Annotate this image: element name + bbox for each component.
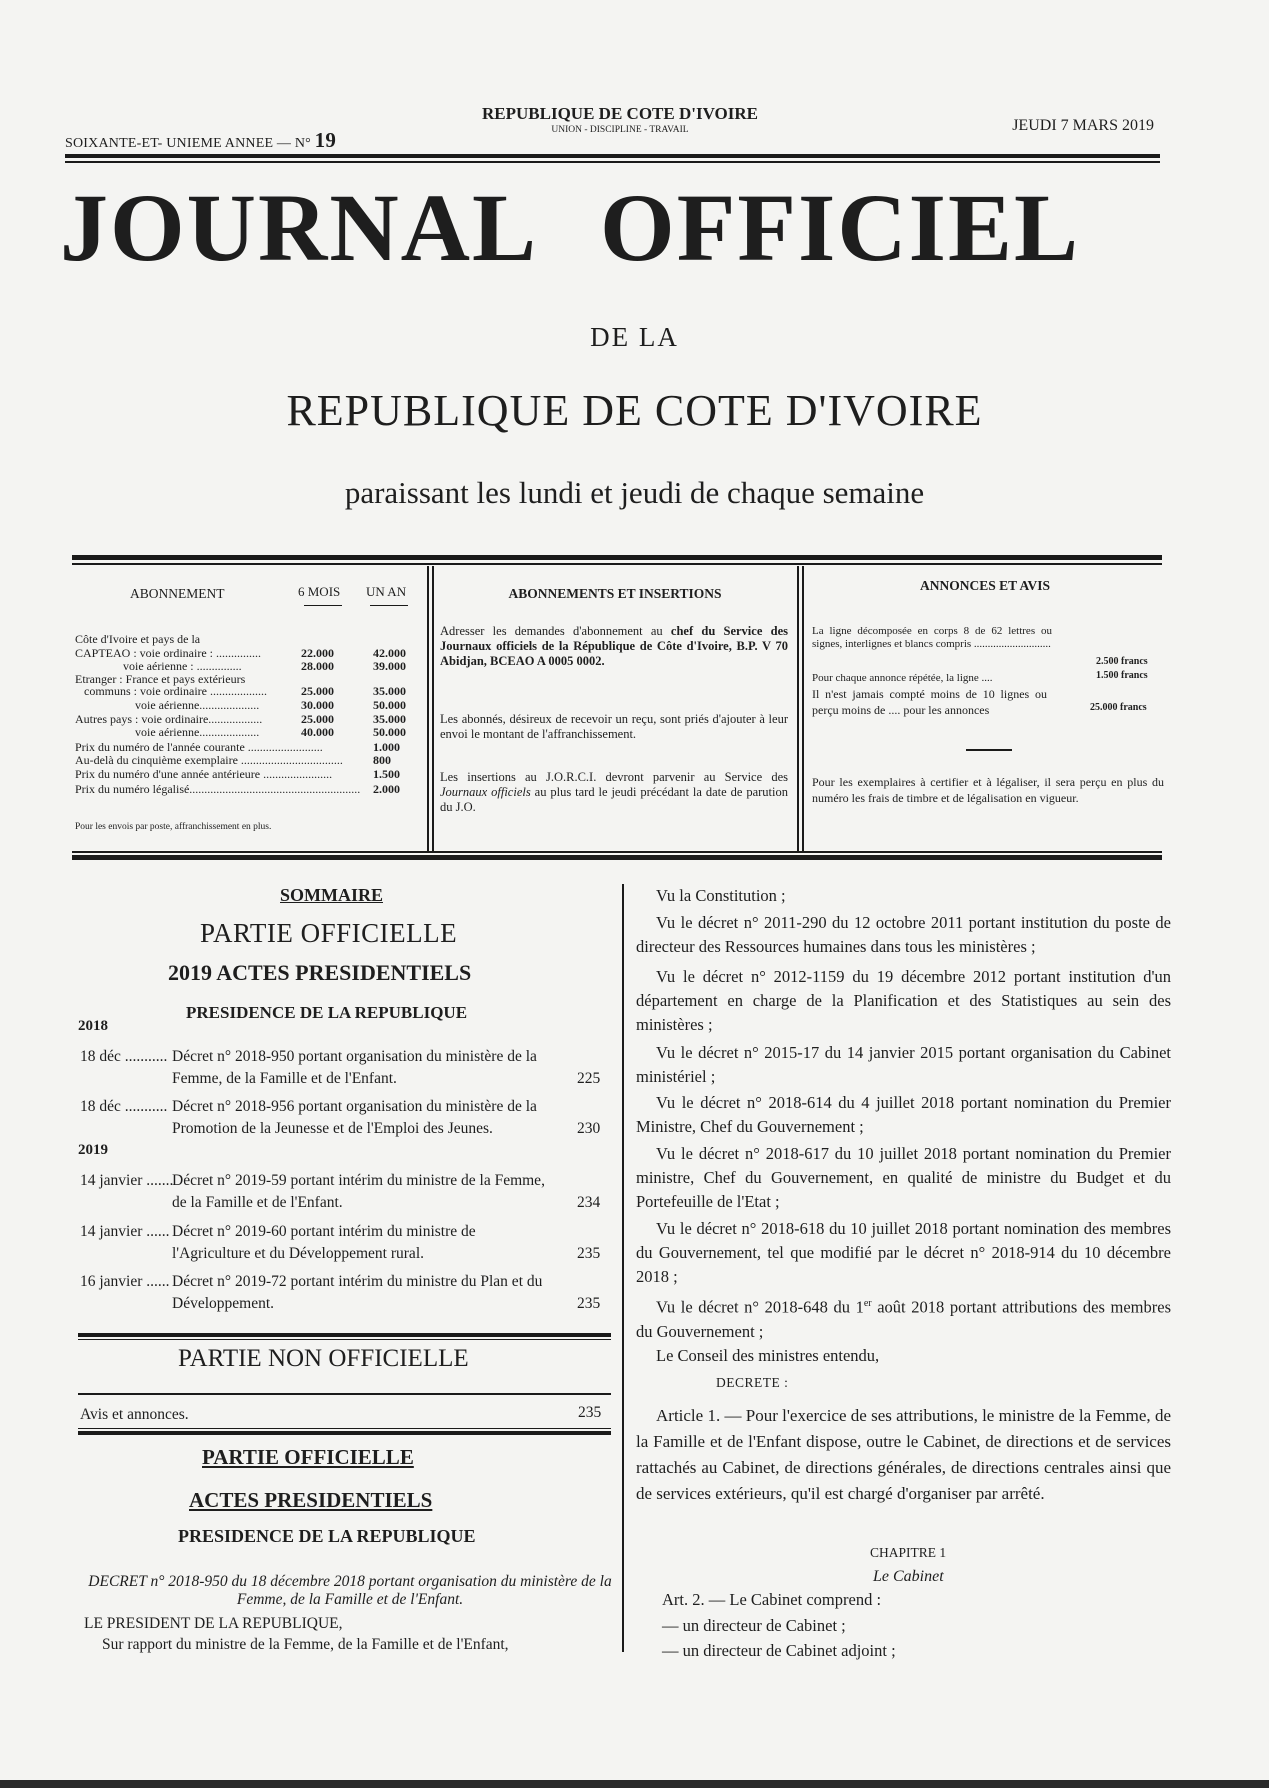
body-actes bbox=[189, 1488, 432, 1513]
avis-rule-bottom-thin bbox=[78, 1428, 611, 1429]
subscription-row-1y: 50.000 bbox=[373, 698, 406, 712]
header-country: REPUBLIQUE DE COTE D'IVOIRE bbox=[482, 104, 758, 123]
col-divider-1b bbox=[432, 566, 434, 851]
annonces-price3: 25.000 francs bbox=[1090, 702, 1147, 713]
vu-decret-1 bbox=[636, 911, 1171, 959]
annonces-title: ANNONCES ET AVIS bbox=[919, 578, 1051, 593]
non-off-rule-top-thin bbox=[78, 1339, 611, 1340]
header-center bbox=[420, 104, 820, 135]
entry-page: 235 bbox=[577, 1295, 601, 1312]
subscription-row-6m: 40.000 bbox=[301, 725, 334, 739]
insertions-p2: Les abonnés, désireux de recevoir un reçu, sont priés d'ajouter à leur envoi le montant de l'affranchissement. bbox=[440, 712, 788, 741]
subscription-col-1y: UN AN bbox=[366, 584, 407, 599]
column-separator bbox=[622, 884, 624, 1652]
entry-page: 235 bbox=[577, 1245, 601, 1262]
sur-rapport: Sur rapport du ministre de la Femme, de la Famille et de l'Enfant, bbox=[102, 1636, 509, 1653]
subscription-row-label: Prix du numéro de l'année courante ......................... bbox=[75, 740, 323, 754]
body-partie-officielle-text: PARTIE OFFICIELLE bbox=[202, 1445, 414, 1469]
insertions-p1 bbox=[440, 624, 788, 669]
vu-decret-1-text: Vu le décret n° 2011-290 du 12 octobre 2011 portant institution du poste de directeur des Ressources humaines dans tous les ministères ; bbox=[636, 913, 1171, 956]
article-1 bbox=[636, 1403, 1171, 1507]
vu-decret-3-text: Vu le décret n° 2015-17 du 14 janvier 2015 portant organisation du Cabinet ministériel ; bbox=[636, 1043, 1171, 1086]
annonces-price1: 2.500 francs bbox=[1096, 656, 1148, 667]
annonces-divider bbox=[966, 749, 1012, 751]
subscription-col-6m: 6 MOIS bbox=[298, 584, 341, 599]
partie-non-officielle: PARTIE NON OFFICIELLE bbox=[178, 1345, 469, 1372]
annonces-certif: Pour les exemplaires à certifier et à légaliser, il sera perçu en plus du numéro les frais de timbre et de légalisation en vigueur. bbox=[812, 775, 1164, 805]
insertions-p1-bold: chef du Service des Journaux officiels de la République de Côte d'Ivoire, B.P. V 70 Abidjan, BCEAO A 0005 0002. bbox=[440, 624, 788, 668]
sommaire-title: SOMMAIRE bbox=[280, 885, 383, 905]
subscription-row-label: voie aérienne.................... bbox=[75, 725, 260, 739]
entry-title: Décret n° 2019-59 portant intérim du ministre de la Femme, de la Famille et de l'Enfant. bbox=[172, 1172, 545, 1211]
conseil-text: Le Conseil des ministres entendu, bbox=[656, 1346, 880, 1365]
subscription-row-6m: 28.000 bbox=[301, 659, 334, 673]
vu-decret-2 bbox=[636, 965, 1171, 1037]
directeur-cabinet-adjoint: — un directeur de Cabinet adjoint ; bbox=[662, 1641, 896, 1660]
masthead-word-2: OFFICIEL bbox=[600, 174, 1081, 281]
entry-date: 14 janvier ...... bbox=[80, 1223, 170, 1240]
subscription-row-label: Autres pays : voie ordinaire.................. bbox=[75, 712, 263, 726]
year-2018: 2018 bbox=[78, 1018, 108, 1034]
col-divider-2a bbox=[797, 566, 799, 851]
entry-title: Décret n° 2018-950 portant organisation du ministère de la Femme, de la Famille et de l'Enfant. bbox=[172, 1048, 537, 1087]
annonces-line1: La ligne décomposée en corps 8 de 62 lettres ou signes, interlignes et blancs compris ............................ bbox=[812, 625, 1052, 650]
issue-date: JEUDI 7 MARS 2019 bbox=[1012, 117, 1154, 134]
decrete: DECRETE : bbox=[716, 1375, 789, 1390]
vu-decret-2-text: Vu le décret n° 2012-1159 du 19 décembre 2012 portant institution d'un département en charge de la Planification et des Statistiques au sein des ministères ; bbox=[636, 967, 1171, 1034]
annonces-line2: Pour chaque annonce répétée, la ligne .... bbox=[812, 672, 993, 684]
subscription-row-1y: 35.000 bbox=[373, 684, 406, 698]
vu-decret-7-a: Vu le décret n° 2018-648 du 1 bbox=[656, 1297, 864, 1317]
subscription-row-6m: 25.000 bbox=[301, 684, 334, 698]
edition-prefix: SOIXANTE-ET- UNIEME ANNEE — N° bbox=[65, 136, 311, 151]
vu-decret-3 bbox=[636, 1041, 1171, 1089]
non-off-rule-top bbox=[78, 1333, 611, 1337]
avis-rule-bottom bbox=[78, 1431, 611, 1435]
entry-page: 234 bbox=[577, 1194, 601, 1211]
subscription-row-label: Prix du numéro légalisé......................................................... bbox=[75, 782, 361, 796]
subscription-row-1y: 2.000 bbox=[373, 782, 400, 796]
insertions-title: ABONNEMENTS ET INSERTIONS bbox=[508, 586, 722, 601]
vu-decret-7-text bbox=[636, 1292, 1171, 1344]
header-rule-thick bbox=[65, 154, 1160, 158]
body-actes-text: ACTES PRESIDENTIELS bbox=[189, 1488, 433, 1512]
avis-page: 235 bbox=[578, 1404, 602, 1421]
infobox-top-rule bbox=[72, 555, 1162, 560]
avis-rule-top bbox=[78, 1393, 611, 1395]
entry-page: 230 bbox=[577, 1120, 601, 1137]
le-president: LE PRESIDENT DE LA REPUBLIQUE, bbox=[84, 1615, 343, 1632]
body-presidence: PRESIDENCE DE LA REPUBLIQUE bbox=[178, 1526, 476, 1546]
subscription-row-1y: 1.500 bbox=[373, 767, 400, 781]
subscription-row-label: Etranger : France et pays extérieurs bbox=[75, 672, 246, 686]
col-1y-underline bbox=[370, 605, 408, 606]
entry-date: 18 déc ........... bbox=[80, 1098, 168, 1115]
subscription-row-label: voie aérienne : ............... bbox=[75, 659, 242, 673]
masthead-tagline: paraissant les lundi et jeudi de chaque semaine bbox=[344, 475, 925, 510]
subscription-footnote: Pour les envois par poste, affranchissement en plus. bbox=[75, 822, 272, 832]
conseil bbox=[636, 1344, 1171, 1368]
infobox-top-rule-thin bbox=[72, 563, 1162, 565]
directeur-cabinet: — un directeur de Cabinet ; bbox=[662, 1616, 846, 1635]
chapitre-cabinet: Le Cabinet bbox=[873, 1568, 944, 1585]
insertions-p3-b: au plus tard le jeudi précédant la date de parution du J.O. bbox=[440, 785, 788, 814]
edition-line bbox=[65, 128, 336, 153]
header-rule-thin bbox=[65, 161, 1160, 163]
subscription-row-label: voie aérienne.................... bbox=[75, 698, 260, 712]
subscription-title: ABONNEMENT bbox=[130, 586, 225, 601]
issue-number: 19 bbox=[314, 128, 337, 152]
entry-page: 225 bbox=[577, 1070, 601, 1087]
masthead-title bbox=[60, 174, 1160, 281]
masthead-word-1: JOURNAL bbox=[60, 174, 539, 281]
col-divider-1a bbox=[427, 566, 429, 851]
chapitre-1: CHAPITRE 1 bbox=[870, 1545, 947, 1560]
subscription-row-1y: 39.000 bbox=[373, 659, 406, 673]
article-1-text: Article 1. — Pour l'exercice de ses attributions, le ministre de la Femme, de la Famille et de l'Enfant dispose, outre le Cabinet, de directions et de services rattachés au Cabinet, de directions générales, de directions centrales ainsi que de services extérieurs, qu'il est chargé d'organiser par arrêté. bbox=[636, 1406, 1171, 1503]
annonces-line3: Il n'est jamais compté moins de 10 lignes ou perçu moins de .... pour les annonces bbox=[812, 687, 1047, 717]
infobox-bottom-rule-thin bbox=[72, 851, 1162, 853]
art-2: Art. 2. — Le Cabinet comprend : bbox=[662, 1590, 882, 1609]
vu-decret-6 bbox=[636, 1217, 1171, 1289]
vu-decret-6-text: Vu le décret n° 2018-618 du 10 juillet 2018 portant nomination des membres du Gouvernement, tel que modifié par le décret n° 2018-914 du 10 décembre 2018 ; bbox=[636, 1219, 1171, 1286]
subscription-row-label: Côte d'Ivoire et pays de la bbox=[75, 632, 201, 646]
entry-date: 14 janvier ....... bbox=[80, 1172, 174, 1189]
decret-title: DECRET n° 2018-950 du 18 décembre 2018 portant organisation du ministère de la Femme, de la Famille et de l'Enfant. bbox=[88, 1573, 612, 1608]
subscription-row-6m: 30.000 bbox=[301, 698, 334, 712]
header-motto: UNION - DISCIPLINE - TRAVAIL bbox=[551, 125, 689, 135]
subscription-row-1y: 35.000 bbox=[373, 712, 406, 726]
masthead-republique: REPUBLIQUE DE COTE D'IVOIRE bbox=[286, 386, 983, 435]
subscription-row-6m: 22.000 bbox=[301, 646, 334, 660]
entry-date: 16 janvier ...... bbox=[80, 1273, 170, 1290]
subscription-row-label: Au-delà du cinquième exemplaire .................................. bbox=[75, 753, 343, 767]
year-2019: 2019 bbox=[78, 1142, 108, 1158]
infobox-bottom-rule bbox=[72, 855, 1162, 860]
insertions-p3 bbox=[440, 770, 788, 815]
avis-label: Avis et annonces. bbox=[80, 1406, 189, 1423]
entry-title: Décret n° 2019-60 portant intérim du ministre de l'Agriculture et du Développement rural. bbox=[172, 1223, 476, 1262]
subscription-row-label: communs : voie ordinaire ................... bbox=[75, 684, 267, 698]
subscription-row-label: CAPTEAO : voie ordinaire : ............... bbox=[75, 646, 261, 660]
subscription-row-1y: 800 bbox=[373, 753, 391, 767]
entry-title: Décret n° 2018-956 portant organisation du ministère de la Promotion de la Jeunesse et de l'Emploi des Jeunes. bbox=[172, 1098, 537, 1137]
vu-decret-4-text: Vu le décret n° 2018-614 du 4 juillet 2018 portant nomination du Premier Ministre, Chef du Gouvernement ; bbox=[636, 1093, 1171, 1136]
vu-decret-5 bbox=[636, 1142, 1171, 1214]
vu-decret-4 bbox=[636, 1091, 1171, 1139]
sommaire-presidence: PRESIDENCE DE LA REPUBLIQUE bbox=[186, 1003, 468, 1022]
col-6m-underline bbox=[304, 605, 342, 606]
insertions-p3-italic: Journaux officiels bbox=[440, 785, 531, 799]
annonces-price2: 1.500 francs bbox=[1096, 670, 1148, 681]
vu-decret-7-sup: er bbox=[863, 1298, 872, 1309]
sommaire-actes: 2019 ACTES PRESIDENTIELS bbox=[168, 960, 472, 985]
entry-date: 18 déc ........... bbox=[80, 1048, 168, 1065]
entry-title: Décret n° 2019-72 portant intérim du ministre du Plan et du Développement. bbox=[172, 1273, 543, 1312]
vu-constitution-text: Vu la Constitution ; bbox=[656, 886, 786, 905]
sommaire-partie-officielle: PARTIE OFFICIELLE bbox=[200, 918, 458, 948]
vu-constitution bbox=[636, 884, 1171, 908]
vu-decret-5-text: Vu le décret n° 2018-617 du 10 juillet 2018 portant nomination du Premier ministre, Chef du Gouvernement, en qualité de ministre du Budget et du Portefeuille de l'Etat ; bbox=[636, 1144, 1171, 1211]
scan-bottom-edge bbox=[0, 1780, 1269, 1788]
col-divider-2b bbox=[802, 566, 804, 851]
subscription-row-1y: 1.000 bbox=[373, 740, 400, 754]
insertions-p1-plain: Adresser les demandes d'abonnement au bbox=[440, 624, 671, 638]
subscription-row-label: Prix du numéro d'une année antérieure ....................... bbox=[75, 767, 333, 781]
subscription-row-6m: 25.000 bbox=[301, 712, 334, 726]
subscription-row-1y: 42.000 bbox=[373, 646, 406, 660]
subscription-row-1y: 50.000 bbox=[373, 725, 406, 739]
vu-decret-7-b: août 2018 portant attributions des membres du Gouvernement ; bbox=[636, 1297, 1171, 1341]
vu-decret-7 bbox=[636, 1292, 1171, 1344]
body-partie-officielle bbox=[202, 1445, 414, 1470]
insertions-p3-a: Les insertions au J.O.R.C.I. devront parvenir au Service des bbox=[440, 770, 788, 784]
masthead-de-la: DE LA bbox=[590, 322, 679, 352]
